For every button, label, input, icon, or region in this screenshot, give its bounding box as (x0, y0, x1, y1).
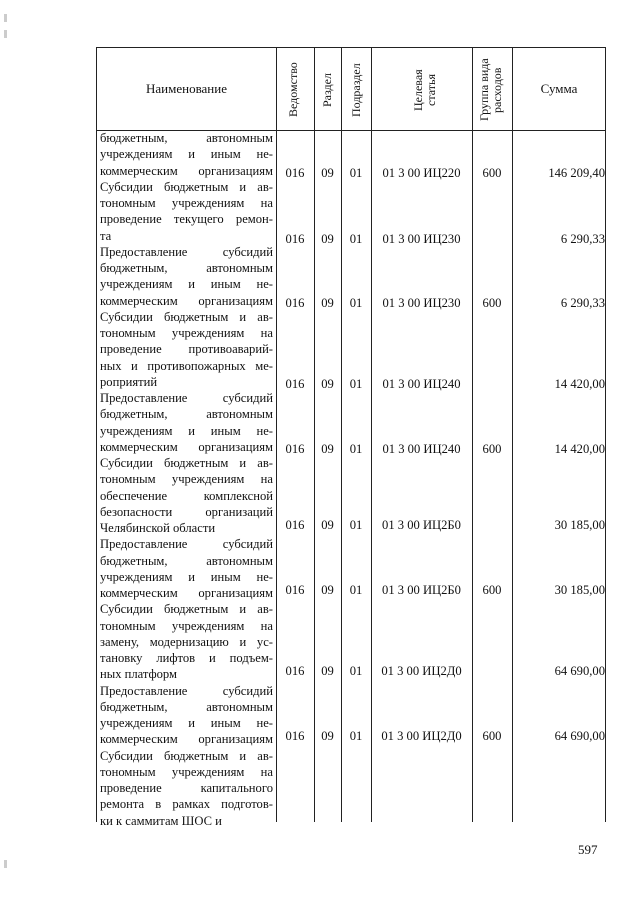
name-line: тономным учреждениям на (100, 764, 273, 779)
cell-vd: 016 (285, 232, 305, 246)
name-line: учреждениям и иным не- (100, 569, 273, 584)
name-line: Предоставление субсидий (100, 537, 273, 552)
cell-sm: 30 185,00 (554, 583, 605, 597)
name-line: коммерческим организациям (100, 163, 273, 178)
cell-pr: 01 (349, 377, 363, 391)
cell-rz: 09 (321, 166, 334, 180)
name-line: коммерческим организациям (100, 293, 273, 308)
cell-gr: 600 (482, 729, 502, 743)
name-line: ремонта в рамках подготов- (100, 797, 273, 812)
cell-gr: 600 (482, 296, 502, 310)
cell-pr: 01 (349, 729, 363, 743)
col-divider (512, 47, 513, 822)
cell-cs: 01 3 00 ИЦ2Д0 (381, 664, 462, 678)
col-divider (276, 47, 277, 822)
name-line: замену, модернизацию и ус- (100, 634, 273, 649)
cell-rz: 09 (321, 296, 334, 310)
name-line: ных и противопожарных ме- (100, 358, 273, 373)
cell-vd: 016 (285, 377, 305, 391)
name-line: коммерческим организациям (100, 732, 273, 747)
header-gruppa: Группа вида расходов (477, 58, 504, 122)
name-line: тономным учреждениям на (100, 196, 273, 210)
name-line: Субсидии бюджетным и ав- (100, 309, 273, 324)
cell-cs: 01 3 00 ИЦ240 (382, 377, 461, 391)
name-line: коммерческим организациям (100, 586, 273, 600)
cell-sm: 64 690,00 (554, 664, 605, 678)
name-line: Предоставление субсидий (100, 391, 273, 405)
name-line: тономным учреждениям на (100, 472, 273, 487)
cell-pr: 01 (349, 664, 363, 678)
name-line: учреждениям и иным не- (100, 147, 273, 162)
table-left-border (96, 47, 97, 822)
cell-cs: 01 3 00 ИЦ2Б0 (382, 583, 461, 597)
cell-sm: 64 690,00 (554, 729, 605, 743)
cell-vd: 016 (285, 729, 305, 743)
cell-rz: 09 (321, 664, 334, 678)
header-podrazdel: Подраздел (349, 63, 363, 117)
cell-cs: 01 3 00 ИЦ240 (382, 442, 461, 456)
cell-pr: 01 (349, 296, 363, 310)
cell-vd: 016 (285, 518, 305, 532)
name-line: безопасности организаций (100, 504, 273, 519)
cell-vd: 016 (285, 296, 305, 310)
cell-rz: 09 (321, 518, 334, 532)
cell-rz: 09 (321, 377, 334, 391)
scan-mark (4, 860, 7, 868)
cell-vd: 016 (285, 664, 305, 678)
name-line: роприятий (100, 374, 158, 389)
name-line: Субсидии бюджетным и ав- (100, 179, 273, 194)
name-line: ных платформ (100, 667, 177, 682)
name-line: Предоставление субсидий (100, 683, 273, 698)
name-column (100, 130, 273, 829)
cell-pr: 01 (349, 583, 363, 597)
cell-gr: 600 (482, 166, 502, 180)
name-line: проведение капитального (100, 781, 273, 795)
cell-cs: 01 3 00 ИЦ230 (382, 296, 461, 310)
name-line: ки к саммитам ШОС и (100, 813, 222, 828)
name-line: бюджетным, автономным (100, 699, 273, 714)
cell-cs: 01 3 00 ИЦ220 (382, 166, 461, 180)
name-line: проведение текущего ремон- (100, 212, 273, 227)
header-vedomstvo: Ведомство (286, 62, 300, 118)
col-divider (371, 47, 372, 822)
cell-sm: 14 420,00 (554, 377, 605, 391)
table-right-border (605, 47, 606, 822)
cell-vd: 016 (285, 442, 305, 456)
cell-cs: 01 3 00 ИЦ2Д0 (381, 729, 462, 743)
name-line: бюджетным, автономным (100, 407, 273, 422)
cell-gr: 600 (482, 583, 502, 597)
header-summa: Сумма (540, 81, 578, 96)
name-line: Субсидии бюджетным и ав- (100, 456, 273, 470)
cell-vd: 016 (285, 583, 305, 597)
cell-rz: 09 (321, 729, 334, 743)
cell-pr: 01 (349, 232, 363, 246)
scan-mark (4, 30, 7, 38)
header-razdel: Раздел (320, 73, 334, 107)
name-line: бюджетным, автономным (100, 261, 273, 275)
cell-sm: 14 420,00 (554, 442, 605, 456)
name-line: бюджетным, автономным (100, 131, 273, 145)
col-divider (314, 47, 315, 822)
name-line: Предоставление субсидий (100, 244, 273, 259)
name-line: обеспечение комплексной (100, 488, 273, 503)
name-line: учреждениям и иным не- (100, 716, 273, 730)
cell-rz: 09 (321, 442, 334, 456)
name-line: учреждениям и иным не- (100, 423, 273, 438)
table-top-border (96, 47, 606, 48)
name-line: та (100, 228, 112, 243)
name-line: учреждениям и иным не- (100, 277, 273, 292)
cell-sm: 6 290,33 (560, 296, 605, 310)
header-celevaya: Целевая статья (411, 69, 438, 111)
cell-sm: 30 185,00 (554, 518, 605, 532)
name-line: Субсидии бюджетным и ав- (100, 748, 273, 763)
name-line: Субсидии бюджетным и ав- (100, 602, 273, 617)
cell-gr: 600 (482, 442, 502, 456)
col-divider (472, 47, 473, 822)
cell-vd: 016 (285, 166, 305, 180)
name-line: тономным учреждениям на (100, 326, 273, 340)
name-line: тановку лифтов и подъем- (100, 651, 273, 665)
col-divider (341, 47, 342, 822)
name-line: Челябинской области (100, 521, 216, 535)
cell-pr: 01 (349, 518, 363, 532)
cell-rz: 09 (321, 232, 334, 246)
cell-sm: 146 209,40 (548, 166, 605, 180)
cell-cs: 01 3 00 ИЦ2Б0 (382, 518, 461, 532)
cell-pr: 01 (349, 166, 363, 180)
scan-mark (4, 14, 7, 22)
name-line: коммерческим организациям (100, 439, 273, 454)
header-name: Наименование (146, 81, 227, 96)
name-line: тономным учреждениям на (100, 618, 273, 633)
cell-rz: 09 (321, 583, 334, 597)
name-line: бюджетным, автономным (100, 553, 273, 568)
page-number: 597 (578, 842, 598, 857)
cell-cs: 01 3 00 ИЦ230 (382, 232, 461, 246)
cell-sm: 6 290,33 (560, 232, 605, 246)
name-line: проведение противоаварий- (100, 342, 273, 357)
cell-pr: 01 (349, 442, 363, 456)
